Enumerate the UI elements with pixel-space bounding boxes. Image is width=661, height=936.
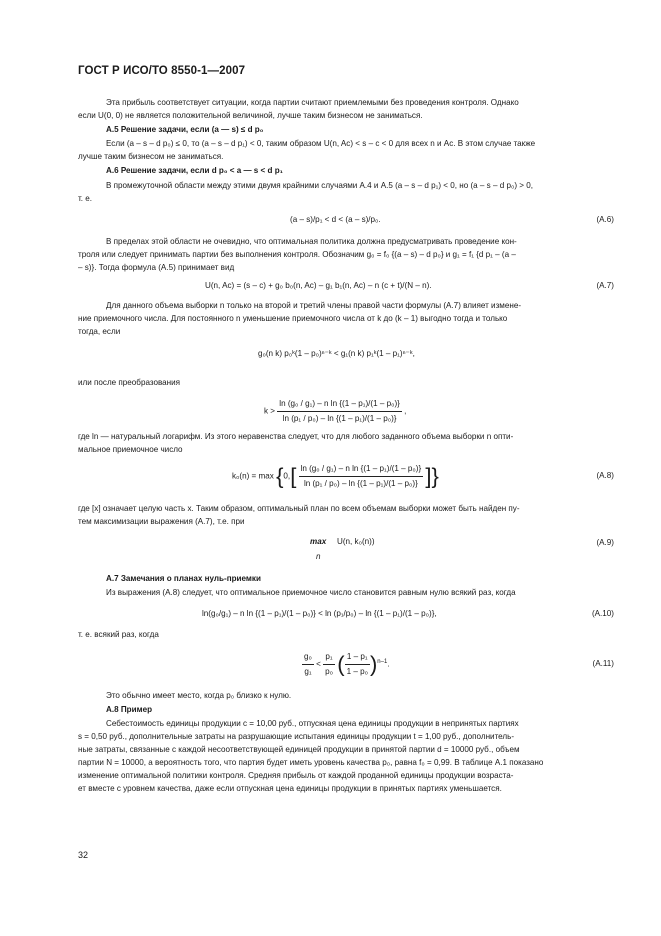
equation-k-tail: , xyxy=(404,406,407,416)
equation-a7: U(n, Ac) = (s – c) + g₀ b₀(n, Ac) – g₁ b₁(n, Ac) – n (c + t)/(N – n). xyxy=(205,281,432,290)
fraction-numerator: p₁ xyxy=(323,651,335,665)
paragraph-line: если U(0, 0) не является положительной величиной, лучше таким бизнесом не заниматься. xyxy=(78,111,423,120)
fraction xyxy=(345,651,370,678)
left-brace: { xyxy=(276,463,284,489)
paragraph-line: где [x] означает целую часть x. Таким образом, оптимальный план по всем объемам выборки может быть найден пу- xyxy=(78,504,520,513)
equation-a9-subscript: n xyxy=(316,552,321,561)
paragraph-line: – s)}. Тогда формула (А.5) принимает вид xyxy=(78,263,235,272)
paragraph-line: ные затраты, связанные с каждой несоответствующей единицей продукции в принятой партии d = 10000 руб., объем xyxy=(78,745,520,754)
equation-k-inequality xyxy=(264,398,406,425)
right-paren: ) xyxy=(369,651,378,677)
section-heading-a5: А.5 Решение задачи, если (a — s) ≤ d p₀ xyxy=(106,125,264,134)
page-number: 32 xyxy=(78,850,89,860)
fraction-numerator: ln (g₀ / g₁) – n ln {(1 – p₁)/(1 – p₀)} xyxy=(277,398,402,412)
equation-a9-body: U(n, k₀(n)) xyxy=(337,537,375,546)
paragraph-line: Это обычно имеет место, когда p₀ близко к нулю. xyxy=(106,691,292,700)
fraction xyxy=(323,651,335,678)
fraction-denominator: g₁ xyxy=(304,667,312,676)
paragraph-line: ние приемочного числа. Для постоянного n уменьшение приемочного числа от k до (k – 1) выгодно тогда и только xyxy=(78,314,508,323)
fraction-denominator: p₀ xyxy=(325,667,333,676)
paragraph-line: тогда, если xyxy=(78,327,121,336)
fraction xyxy=(302,651,314,678)
left-bracket: [ xyxy=(290,463,297,489)
fraction xyxy=(277,398,402,425)
paragraph-line: Для данного объема выборки n только на второй и третий члены правой части формулы (А.7) влияет измене- xyxy=(106,301,522,310)
right-brace: } xyxy=(431,463,439,489)
paragraph-line: партии N = 10000, а вероятность того, что партия будет иметь уровень качества p₀, равна f₀ = 0,99. В таблице А.1 показано xyxy=(78,758,544,767)
paragraph-line: Эта прибыль соответствует ситуации, когда партии считают приемлемыми без проведения контроля. Однако xyxy=(106,98,519,107)
exponent: n–1 xyxy=(377,658,388,665)
section-heading-a7: А.7 Замечания о планах нуль-приемки xyxy=(106,574,261,583)
fraction-denominator: 1 – p₀ xyxy=(346,667,368,676)
equation-k-left: k > xyxy=(264,406,276,416)
section-heading-a8: А.8 Пример xyxy=(106,705,153,714)
paragraph-line: тем максимизации выражения (А.7), т.е. при xyxy=(78,517,245,526)
paragraph-line: ет вместе с уровнем качества, даже если отпускная цена единицы продукции в принятых партиях уменьшается. xyxy=(78,784,502,793)
equation-number: (A.8) xyxy=(596,471,614,480)
paragraph-line: т. е. всякий раз, когда xyxy=(78,630,159,639)
equation-a11: $\frac{\text{g₀}}{\text{g₁}}$ < $\frac{\text{p₁}}{\text{p₀}}$ ( $\frac{\text{1 – p₁}}{\text{1 – p₀}}$ )$^{n-1}$. xyxy=(304,651,390,677)
fraction-denominator: ln (p₁ / p₀) – ln {(1 – p₁)/(1 – p₀)} xyxy=(303,479,418,488)
equation-number: (A.6) xyxy=(596,215,614,224)
paragraph-line: где ln — натуральный логарифм. Из этого неравенства следует, что для любого заданного объема выборки n опти- xyxy=(78,432,514,441)
fraction-denominator: ln (p₁ / p₀) – ln {(1 – p₁)/(1 – p₀)} xyxy=(282,414,397,423)
equation-a8: k₀(n) = max {0,[ $\frac{\text{ln (g₀ / g₁) – n ln \{(1 – p₁)/(1 – p₀)\}}}{\text{ln (p₁ / p₀) – ln \{(1 – p₁)/(1 – p₀)\}}}$ ]} xyxy=(232,463,439,489)
paragraph-line: s = 0,50 руб., дополнительные затраты на разрушающие испытания единицы продукции t = 1,00 руб., дополнитель- xyxy=(78,732,515,741)
right-bracket: ] xyxy=(425,463,432,489)
document-header: ГОСТ Р ИСО/ТО 8550-1—2007 xyxy=(78,65,246,77)
fraction-numerator: 1 – p₁ xyxy=(345,651,370,665)
paragraph-line: Если (a – s – d p₀) ≤ 0, то (a – s – d p₁) < 0, таким образом U(n, Ac) < s – c < 0 для всех n и Ac. В этом случае также xyxy=(106,139,536,148)
section-heading-a6: А.6 Решение задачи, если d p₀ < a — s < d p₁ xyxy=(106,166,284,175)
paragraph-line: изменение оптимальной политики контроля. Средняя прибыль от каждой проданной единицы продукции возраста- xyxy=(78,771,514,780)
equation-number: (A.9) xyxy=(596,538,614,547)
paragraph-line: или после преобразования xyxy=(78,378,181,387)
paragraph-line: троля или следует принимать партии без выполнения контроля. Обозначим g₀ = f₀ {(a – s) – d p₀} и g₁ = f₁ {d p₁ – (a – xyxy=(78,250,516,259)
paragraph-line: т. е. xyxy=(78,194,93,203)
equation-a8-left: k₀(n) = max xyxy=(232,471,274,481)
fraction-numerator: g₀ xyxy=(302,651,314,665)
paragraph-line: В промежуточной области между этими двумя крайними случаями А.4 и А.5 (a – s – d p₁) < 0, но (a – s – d p₀) > 0, xyxy=(106,181,533,190)
equation-number: (A.7) xyxy=(596,281,614,290)
equation-number: (A.11) xyxy=(592,659,614,668)
paragraph-line: лучше таким бизнесом не заниматься. xyxy=(78,152,224,161)
paragraph-line: мальное приемочное число xyxy=(78,445,183,454)
paragraph-line: В пределах этой области не очевидно, что оптимальная политика должна предусматривать проведение кон- xyxy=(106,237,517,246)
equation-number: (A.10) xyxy=(591,609,614,618)
paragraph-line: Из выражения (А.8) следует, что оптимальное приемочное число становится равным нулю всякий раз, когда xyxy=(106,588,516,597)
left-paren: ( xyxy=(337,651,345,677)
fraction-numerator: ln (g₀ / g₁) – n ln {(1 – p₁)/(1 – p₀)} xyxy=(299,463,424,477)
equation-a9-max: max xyxy=(310,537,327,546)
paragraph-line: Себестоимость единицы продукции c = 10,00 руб., отпускная цена единицы продукции в непринятых партиях xyxy=(106,719,519,728)
equation-binomial: g₀(n k) p₀ᵏ(1 – p₀)ⁿ⁻ᵏ < g₁(n k) p₁ᵏ(1 – p₁)ⁿ⁻ᵏ, xyxy=(258,349,415,358)
equation-a10: ln(g₀/g₁) – n ln {(1 – p₁)/(1 – p₀)} < ln (p₁/p₀) – ln {(1 – p₁)/(1 – p₀)}, xyxy=(202,609,437,618)
fraction xyxy=(299,463,424,490)
equation-a6: (a – s)/p₁ < d < (a – s)/p₀. xyxy=(290,215,381,224)
